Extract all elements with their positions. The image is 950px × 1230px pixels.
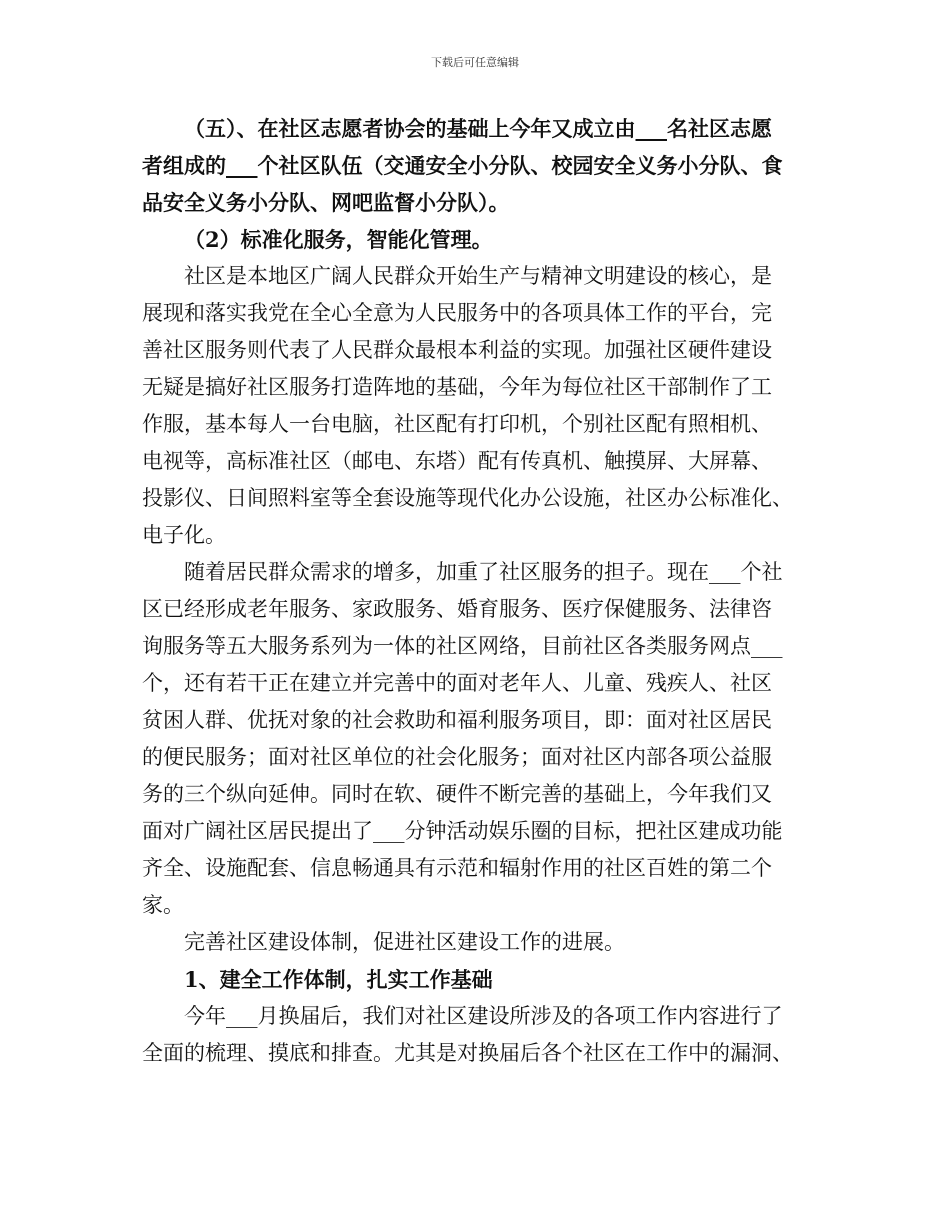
text-line: 展现和落实我党在全心全意为人民服务中的各项具体工作的平台，完: [142, 301, 772, 325]
text-line: 家。: [142, 893, 184, 917]
paragraph-community-hardware: [142, 258, 810, 554]
text-line: 社区是本地区广阔人民群众开始生产与精神文明建设的核心，是: [184, 264, 772, 288]
text-line: 区已经形成老年服务、家政服务、婚育服务、医疗保健服务、法律咨: [142, 597, 772, 621]
text-line: 全面的梳理、摸底和排查。尤其是对换届后各个社区在工作中的漏洞、: [142, 1041, 793, 1065]
text-line: 贫困人群、优抚对象的社会救助和福利服务项目，即：面对社区居民: [142, 708, 772, 732]
paragraph-review: [142, 998, 810, 1072]
text-line: 完善社区建设体制，促进社区建设工作的进展。: [184, 930, 625, 954]
paragraph-community-services: [142, 554, 810, 924]
text-line: 的便民服务；面对社区单位的社会化服务；面对社区内部各项公益服: [142, 745, 772, 769]
text-line: 今年___月换届后，我们对社区建设所涉及的各项工作内容进行了: [184, 1004, 783, 1028]
text-line: 品安全义务小分队、网吧监督小分队）。: [142, 190, 510, 215]
text-line: （五）、在社区志愿者协会的基础上今年又成立由___名社区志愿: [184, 116, 772, 141]
page-header: 下载后可任意编辑: [431, 56, 519, 69]
text-line: 个，还有若干正在建立并完善中的面对老年人、儿童、残疾人、社区: [142, 671, 772, 695]
text-line: 齐全、设施配套、信息畅通具有示范和辐射作用的社区百姓的第二个: [142, 856, 772, 880]
paragraph-improve-system: [142, 924, 810, 961]
text-line: 善社区服务则代表了人民群众最根本利益的实现。加强社区硬件建设: [142, 338, 772, 362]
text-line: 作服，基本每人一台电脑，社区配有打印机，个别社区配有照相机、: [142, 412, 772, 436]
document-body: [142, 110, 810, 1072]
text-line: 随着居民群众需求的增多，加重了社区服务的担子。现在___个社: [184, 560, 783, 584]
text-line: 无疑是搞好社区服务打造阵地的基础，今年为每位社区干部制作了工: [142, 375, 772, 399]
section-heading-work-system: [142, 961, 810, 998]
text-line: 询服务等五大服务系列为一体的社区网络，目前社区各类服务网点___: [142, 634, 783, 658]
text-line: 面对广阔社区居民提出了___分钟活动娱乐圈的目标，把社区建成功能: [142, 819, 783, 843]
text-line: 电视等，高标准社区（邮电、东塔）配有传真机、触摸屏、大屏幕、: [142, 449, 772, 473]
text-line: 1、建全工作体制，扎实工作基础: [184, 967, 493, 992]
text-line: （2）标准化服务，智能化管理。: [184, 227, 493, 252]
text-line: 电子化。: [142, 523, 226, 547]
text-line: 者组成的___个社区队伍（交通安全小分队、校园安全义务小分队、食: [142, 153, 783, 178]
section-heading-standardized-service: [142, 221, 810, 258]
text-line: 投影仪、日间照料室等全套设施等现代化办公设施，社区办公标准化、: [142, 486, 793, 510]
paragraph-volunteer-teams: [142, 110, 810, 221]
text-line: 务的三个纵向延伸。同时在软、硬件不断完善的基础上，今年我们又: [142, 782, 772, 806]
